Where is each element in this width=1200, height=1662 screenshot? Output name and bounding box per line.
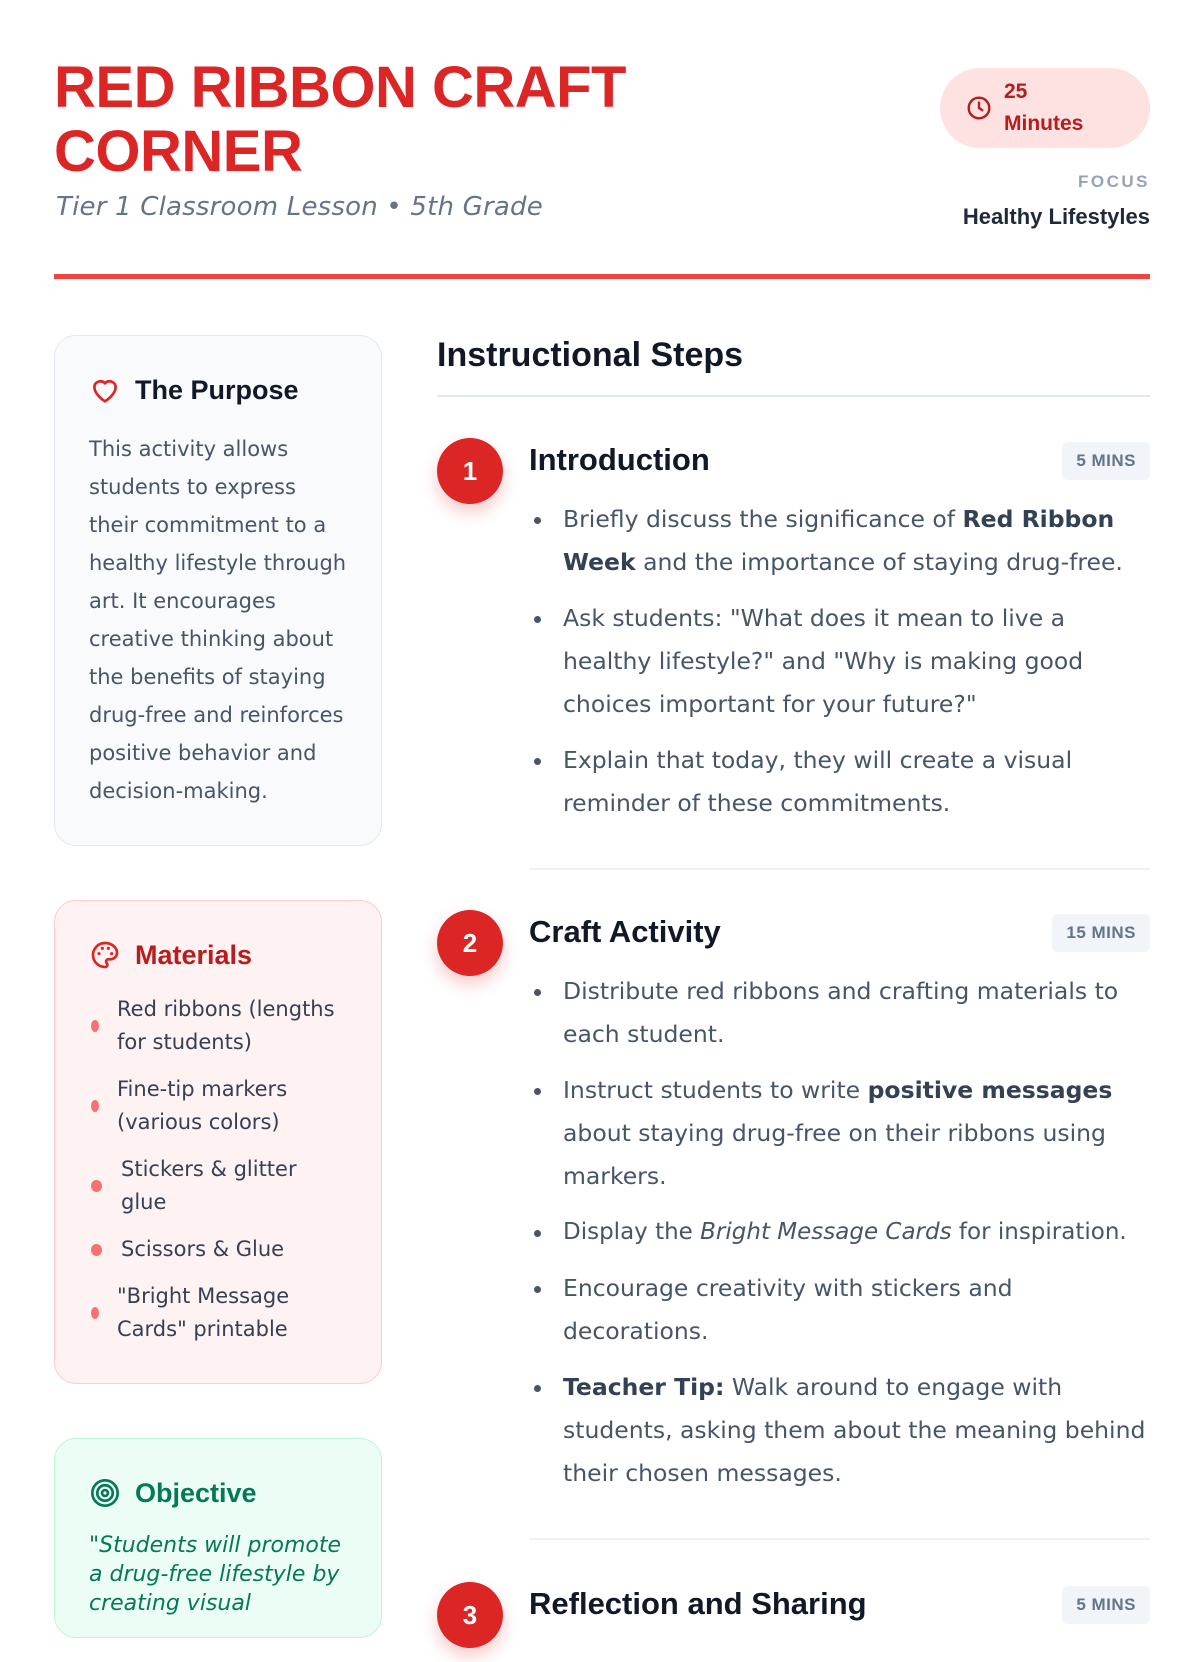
palette-icon — [89, 939, 121, 971]
bullet-dot — [91, 1180, 102, 1192]
purpose-title: The Purpose — [135, 374, 299, 405]
heart-icon — [89, 374, 121, 406]
material-item — [89, 993, 347, 1059]
material-text: Red ribbons (lengths for students) — [117, 997, 335, 1054]
step-item: Distribute red ribbons and crafting materials to each student. — [529, 970, 1150, 1056]
focus-value: Healthy Lifestyles — [962, 204, 1150, 229]
step-item: Explain that today, they will create a visual reminder of these commitments. — [529, 739, 1150, 825]
step-title: Introduction — [529, 442, 710, 477]
bullet-dot — [91, 1307, 99, 1319]
bullet-dot — [91, 1100, 99, 1112]
objective-title: Objective — [135, 1477, 257, 1508]
header-divider — [54, 274, 1150, 279]
step-craft-activity — [437, 910, 1150, 1550]
objective-header — [89, 1473, 347, 1513]
page-subtitle: Tier 1 Classroom Lesson • 5th Grade — [56, 192, 543, 222]
step-divider — [529, 1538, 1150, 1540]
step-duration-badge: 5 MINS — [1062, 1586, 1150, 1624]
step-number: 3 — [437, 1582, 503, 1648]
steps-section-title: Instructional Steps — [437, 336, 744, 374]
step-title: Reflection and Sharing — [529, 1586, 867, 1621]
material-item — [89, 1233, 347, 1266]
material-item — [89, 1280, 347, 1346]
steps-divider — [437, 395, 1150, 397]
objective-card — [54, 1438, 382, 1638]
step-item: Ask students: "What does it mean to live a healthy lifestyle?" and "Why is making good choices important for your future?" — [529, 597, 1150, 726]
bullet-dot — [91, 1244, 102, 1256]
step-list — [529, 498, 1150, 838]
duration-pill — [940, 68, 1150, 148]
step-item: Briefly discuss the significance of Red Ribbon Week and the importance of staying drug-free. — [529, 498, 1150, 584]
step-divider — [529, 868, 1150, 870]
material-item — [89, 1073, 347, 1139]
purpose-header — [89, 370, 347, 410]
focus-label: FOCUS — [1078, 172, 1150, 191]
material-text: Scissors & Glue — [121, 1237, 285, 1261]
material-text: Fine-tip markers (various colors) — [117, 1077, 288, 1134]
materials-title: Materials — [135, 939, 253, 970]
materials-card — [54, 900, 382, 1384]
material-text: "Bright Message Cards" printable — [117, 1284, 290, 1341]
step-number: 1 — [437, 438, 503, 504]
step-list — [529, 970, 1150, 1508]
purpose-text: This activity allows students to express their commitment to a healthy lifestyle through art. It encourages creative thinking about the benefits of staying drug-free and reinforces positive behavior and decision-making. — [89, 437, 347, 803]
material-item — [89, 1153, 347, 1219]
step-number: 2 — [437, 910, 503, 976]
target-icon — [89, 1477, 121, 1509]
step-duration-badge: 15 MINS — [1052, 914, 1150, 952]
step-item: Teacher Tip: Walk around to engage with students, asking them about the meaning behind their chosen messages. — [529, 1366, 1150, 1495]
duration-text: 25 Minutes — [1004, 80, 1084, 135]
step-item: Encourage creativity with stickers and decorations. — [529, 1267, 1150, 1353]
step-duration-badge: 5 MINS — [1062, 442, 1150, 480]
step-title: Craft Activity — [529, 914, 721, 949]
step-reflection — [437, 1582, 1150, 1662]
page-title: RED RIBBON CRAFT CORNER — [54, 55, 626, 184]
step-item: Display the Bright Message Cards for inspiration. — [529, 1211, 1150, 1254]
bullet-dot — [91, 1020, 99, 1032]
step-item: Instruct students to write positive messages about staying drug-free on their ribbons using markers. — [529, 1069, 1150, 1198]
purpose-card — [54, 335, 382, 846]
clock-icon — [966, 95, 992, 121]
objective-text: "Students will promote a drug-free lifestyle by creating visual — [89, 1533, 342, 1616]
material-text: Stickers & glitter glue — [121, 1157, 297, 1214]
step-introduction — [437, 438, 1150, 868]
materials-header — [89, 935, 347, 975]
materials-list — [89, 993, 347, 1346]
